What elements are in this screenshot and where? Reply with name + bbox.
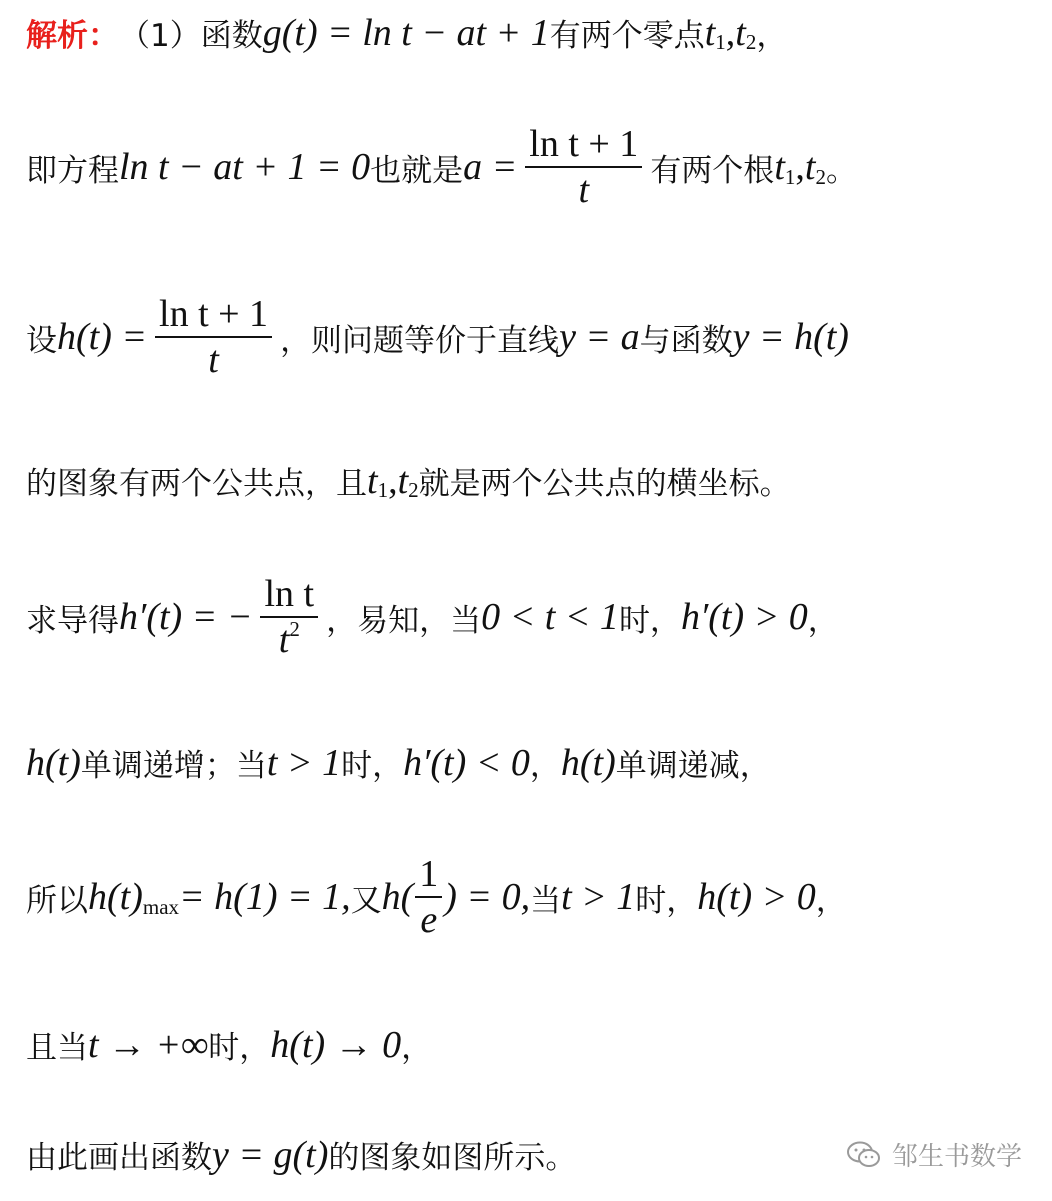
text: 有两个零点: [549, 18, 705, 54]
comma: ,: [795, 146, 805, 188]
text: ，则问题等价于直线: [280, 322, 560, 359]
var-t: t: [804, 146, 816, 188]
formula: a =: [463, 146, 518, 188]
text: 时，: [618, 602, 681, 639]
formula: = h(1) = 1,: [179, 876, 351, 918]
text: 与函数: [639, 322, 733, 359]
subscript: 2: [815, 164, 826, 189]
punct: 。: [825, 152, 857, 189]
subscript: 2: [745, 30, 757, 54]
text: ，易知，当: [326, 602, 482, 639]
numerator: ln t: [264, 573, 315, 615]
formula: y = g(t): [212, 1133, 329, 1176]
formula: y = h(t): [732, 316, 849, 358]
formula: h′(t) < 0: [403, 741, 530, 784]
line-6: [26, 740, 771, 785]
analysis-label: 解析：: [26, 18, 119, 54]
fraction: [155, 292, 272, 382]
denominator-base: t: [278, 619, 290, 661]
subscript: max: [142, 894, 180, 919]
var-t: t: [367, 459, 378, 502]
line-1: [26, 10, 787, 55]
formula: h(t): [88, 876, 143, 918]
formula: h(t) =: [57, 316, 148, 358]
line-2: [26, 122, 857, 212]
formula: t → +∞: [88, 1023, 209, 1066]
line-3: [26, 292, 849, 382]
watermark: [846, 1136, 1022, 1173]
line-7: [26, 852, 847, 942]
formula: ln t − at + 1 = 0: [119, 146, 371, 188]
denominator: e: [420, 899, 438, 941]
text: 的图象如图所示。: [328, 1140, 577, 1176]
text: 求导得: [26, 602, 119, 639]
punct: ，: [529, 748, 561, 784]
formula: y = a: [559, 316, 640, 358]
formula: h(t): [26, 741, 81, 784]
formula: 0 < t < 1: [481, 596, 619, 638]
var-t: t: [774, 146, 785, 188]
subscript: 1: [377, 478, 389, 502]
denominator: t: [578, 169, 590, 211]
text: 时，: [635, 882, 698, 919]
punct: ，: [807, 602, 839, 639]
formula: t > 1: [561, 876, 636, 918]
comma: ,: [388, 459, 398, 502]
text: 也就是: [370, 152, 464, 189]
punct: ，: [756, 18, 788, 54]
numerator: 1: [419, 853, 439, 895]
numerator: ln t + 1: [529, 123, 639, 165]
numerator: ln t + 1: [159, 293, 269, 335]
punct: ，: [815, 882, 847, 919]
line-5: [26, 572, 839, 662]
formula: h(t) → 0: [270, 1023, 402, 1066]
comma: ,: [725, 11, 736, 54]
text: 设: [26, 322, 57, 359]
formula: h(t) > 0: [697, 876, 816, 918]
formula: t > 1: [266, 741, 342, 784]
text: 单调递增；当: [80, 748, 267, 784]
fraction: [525, 122, 642, 212]
subscript: 1: [715, 30, 726, 54]
formula: h′(t) > 0: [680, 596, 808, 638]
fraction: [415, 852, 442, 942]
text: 的图象有两个公共点，且: [26, 466, 367, 502]
text: （1）函数: [119, 18, 263, 54]
denominator: [279, 618, 300, 662]
text: 有两个根: [650, 152, 775, 189]
text: 所以: [26, 882, 88, 919]
subscript: 2: [408, 478, 419, 502]
wechat-icon: [846, 1140, 882, 1170]
text: 就是两个公共点的横坐标。: [418, 466, 791, 502]
line-8: [26, 1022, 432, 1067]
text: 由此画出函数: [26, 1140, 212, 1176]
formula: h(t): [560, 741, 616, 784]
fraction: [260, 572, 318, 662]
formula: h′(t) = −: [119, 596, 253, 638]
subscript: 1: [784, 164, 796, 189]
denominator: t: [208, 339, 219, 381]
text: 当: [530, 882, 562, 919]
formula: h(: [381, 876, 414, 918]
superscript: 2: [289, 617, 300, 641]
formula: ) = 0,: [444, 876, 531, 918]
text: 即方程: [26, 152, 119, 189]
text: 单调递减，: [615, 748, 771, 784]
text: 时，: [208, 1030, 271, 1066]
watermark-text: 邹生书数学: [891, 1142, 1022, 1172]
text: 又: [350, 882, 382, 919]
punct: ，: [401, 1030, 433, 1066]
text: 时，: [341, 748, 404, 784]
line-4: [26, 458, 791, 503]
var-t: t: [397, 459, 409, 502]
line-9: [26, 1132, 576, 1177]
var-t: t: [735, 11, 746, 54]
formula: g(t) = ln t − at + 1: [262, 11, 550, 54]
var-t: t: [704, 11, 716, 54]
text: 且当: [26, 1030, 88, 1066]
